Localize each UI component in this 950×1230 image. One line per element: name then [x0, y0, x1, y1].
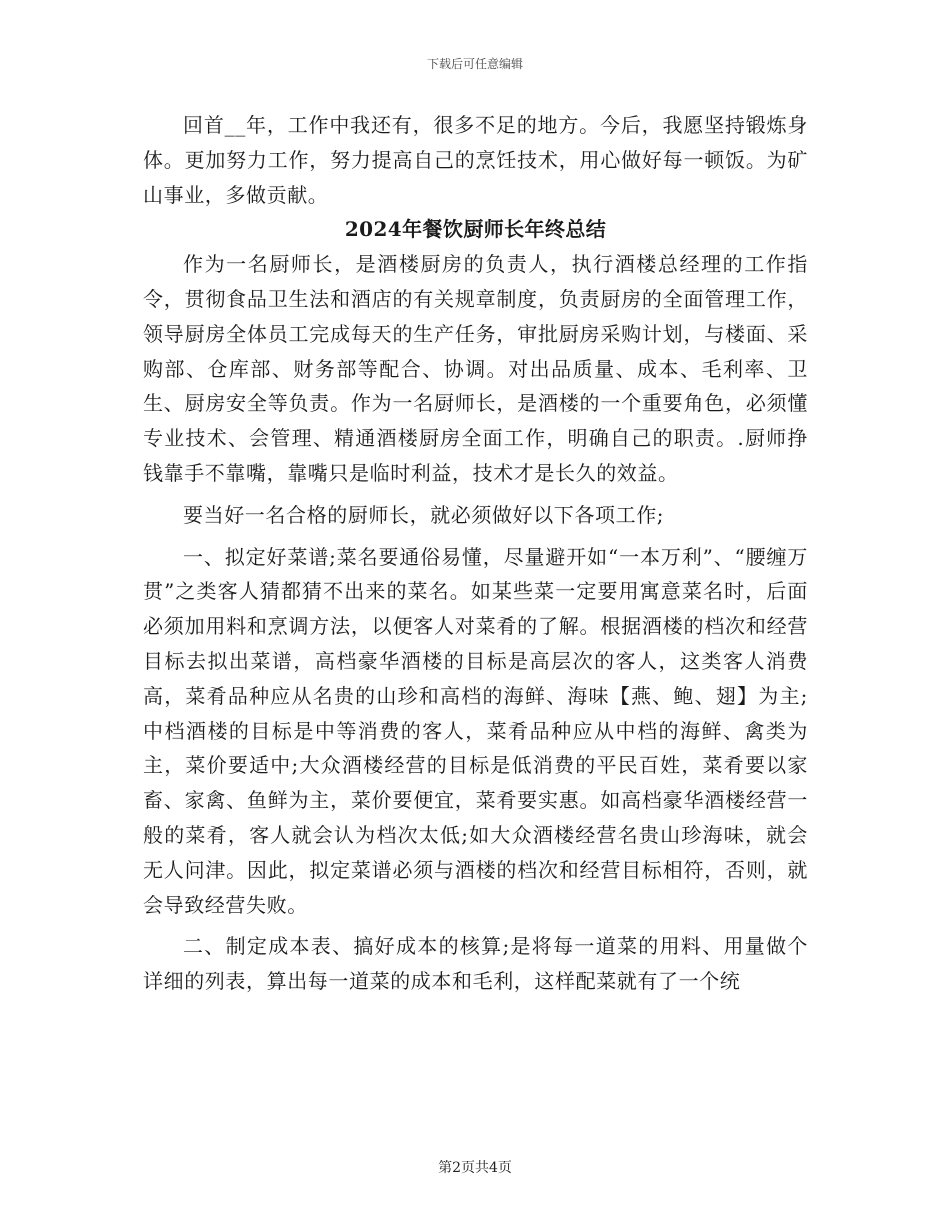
paragraph-duties-intro: 要当好一名合格的厨师长，就必须做好以下各项工作; — [183, 502, 665, 527]
paragraph-menu: 一、拟定好菜谱;菜名要通俗易懂，尽量避开如“一本万利”、“腰缠万贯”之类客人猜都猜不出来的菜名。如某些菜一定要用寓意菜名时，后面必须加用料和烹调方法，以便客人对菜肴的了解。根据酒楼的档次和经营目标去拟出菜谱，高档豪华酒楼的目标是高层次的客人，这类客人消费高，菜肴品种应从名贵的山珍和高档的海鲜、海味【燕、鲍、翅】为主;中档酒楼的目标是中等消费的客人，菜肴品种应从中档的海鲜、禽类为主，菜价要适中;大众酒楼经营的目标是低消费的平民百姓，菜肴要以家畜、家禽、鱼鲜为主，菜价要便宜，菜肴要实惠。如高档豪华酒楼经营一般的菜肴，客人就会认为档次太低;如大众酒楼经营名贵山珍海味，就会无人问津。因此，拟定菜谱必须与酒楼的档次和经营目标相符，否则，就会导致经营失败。 — [143, 544, 808, 917]
paragraph-cost: 二、制定成本表、搞好成本的核算;是将每一道菜的用料、用量做个详细的列表，算出每一道菜的成本和毛利，这样配菜就有了一个统 — [143, 934, 808, 994]
document-body — [143, 108, 808, 999]
paragraph-role: 作为一名厨师长，是酒楼厨房的负责人，执行酒楼总经理的工作指令，贯彻食品卫生法和酒店的有关规章制度，负责厨房的全面管理工作，领导厨房全体员工完成每天的生产任务，审批厨房采购计划，与楼面、采购部、仓库部、财务部等配合、协调。对出品质量、成本、毛利率、卫生、厨房安全等负责。作为一名厨师长，是酒楼的一个重要角色，必须懂专业技术、会管理、精通酒楼厨房全面工作，明确自己的职责。.厨师挣钱靠手不靠嘴，靠嘴只是临时利益，技术才是长久的效益。 — [143, 252, 808, 485]
page-header-note: 下载后可任意编辑 — [426, 57, 523, 71]
page-number: 第2页共4页 — [438, 1160, 512, 1176]
document-title: 2024年餐饮厨师长年终总结 — [344, 217, 607, 242]
intro-paragraph: 回首__年，工作中我还有，很多不足的地方。今后，我愿坚持锻炼身体。更加努力工作，努力提高自己的烹饪技术，用心做好每一顿饭。为矿山事业，多做贡献。 — [143, 113, 808, 207]
